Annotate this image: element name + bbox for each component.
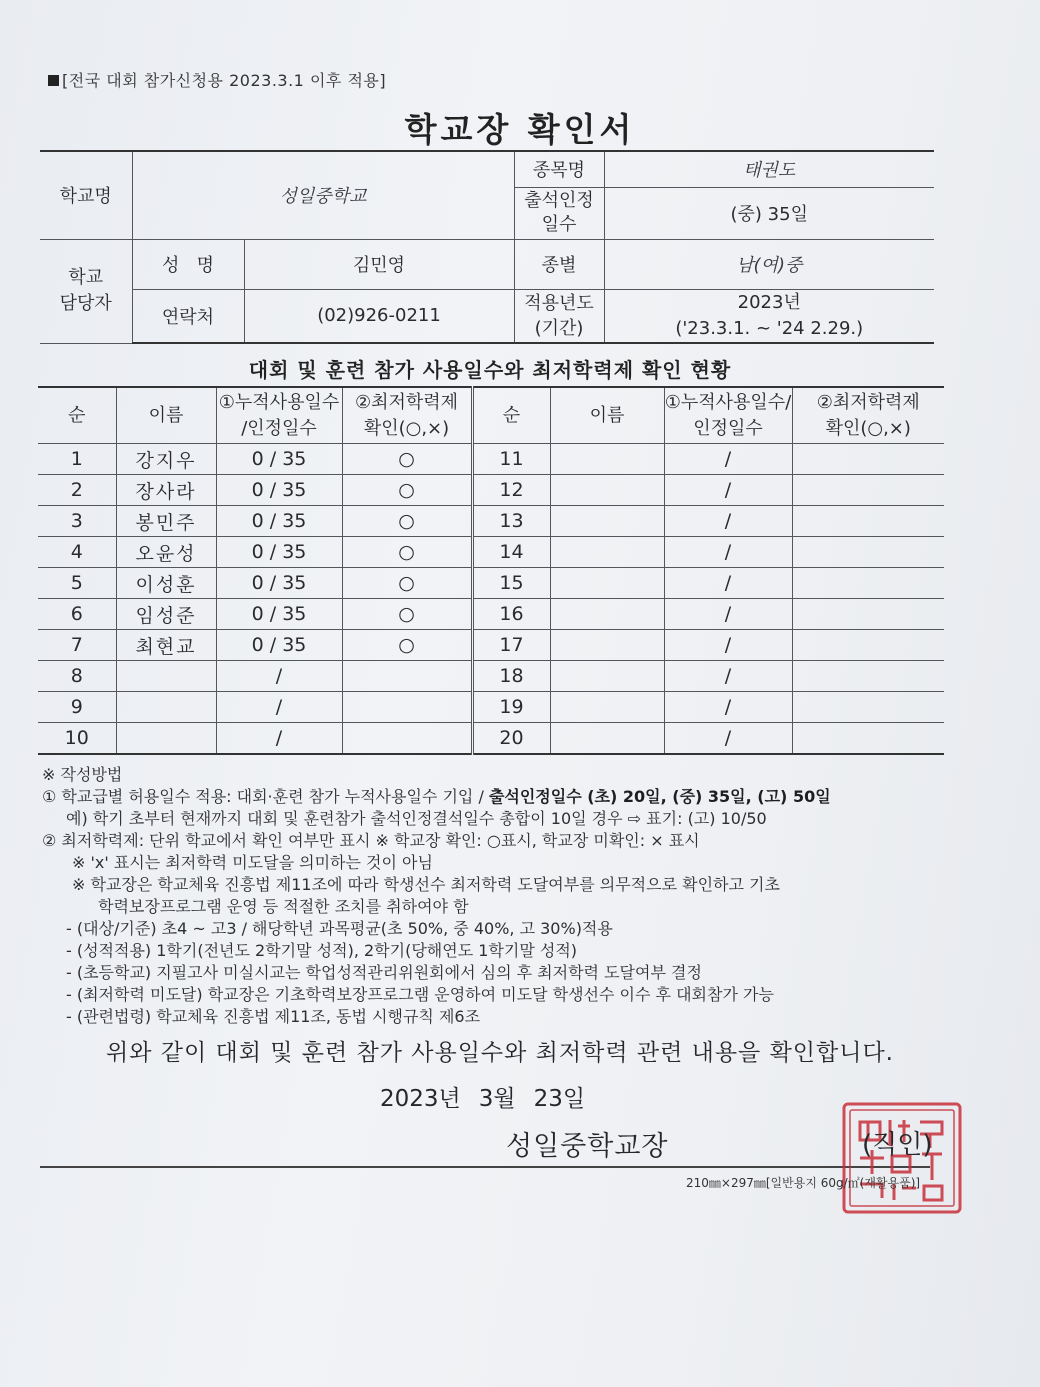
- detail-2: - (성적적용) 1학기(전년도 2학기말 성적), 2학기(당해연도 1학기말 성적): [66, 941, 578, 960]
- header-days: ①누적사용일수 /인정일수: [216, 387, 342, 444]
- row-days-right: /: [664, 475, 792, 506]
- instructions-heading: ※ 작성방법: [42, 765, 123, 784]
- note-5: 학력보장프로그램 운영 등 적절한 조치를 취하여야 함: [98, 897, 469, 916]
- signer-name: 성일중학교장: [506, 1131, 669, 1162]
- row-name-right: [550, 692, 664, 723]
- row-check: ○: [342, 630, 472, 661]
- row-name-right: [550, 723, 664, 755]
- row-days: /: [216, 692, 342, 723]
- row-check: ○: [342, 444, 472, 475]
- row-name-right: [550, 599, 664, 630]
- row-check: [342, 723, 472, 755]
- row-no: 5: [38, 568, 116, 599]
- row-no-right: 16: [472, 599, 550, 630]
- table-row: [38, 537, 944, 568]
- row-days: 0 / 35: [216, 568, 342, 599]
- row-name: 봉민주: [116, 506, 216, 537]
- closing-statement: 위와 같이 대회 및 훈련 참가 사용일수와 최저학력 관련 내용을 확인합니다.: [106, 1040, 894, 1066]
- note-4: ※ 학교장은 학교체육 진흥법 제11조에 따라 학생선수 최저학력 도달여부를 의무적으로 확인하고 기초: [72, 875, 780, 894]
- year-value: 2023년 ('23.3.1. ~ '24 2.29.): [604, 289, 934, 343]
- detail-1: - (대상/기준) 초4 ~ 고3 / 해당학년 과목평균(초 50%, 중 40%, 고 30%)적용: [66, 919, 613, 938]
- row-name: 최현교: [116, 630, 216, 661]
- row-check-right: [792, 444, 944, 475]
- row-check: [342, 692, 472, 723]
- row-name-right: [550, 506, 664, 537]
- row-no-right: 18: [472, 661, 550, 692]
- header-no: 순: [38, 387, 116, 444]
- footer-rule: [40, 1166, 930, 1168]
- gender-label: 종별: [514, 239, 604, 289]
- row-check-right: [792, 661, 944, 692]
- row-check-right: [792, 723, 944, 755]
- header-check-right: ②최저학력제 확인(○,×): [792, 387, 944, 444]
- school-name-label: 학교명: [40, 151, 132, 239]
- row-days: 0 / 35: [216, 630, 342, 661]
- row-days-right: /: [664, 630, 792, 661]
- row-days-right: /: [664, 537, 792, 568]
- row-no: 9: [38, 692, 116, 723]
- row-days: 0 / 35: [216, 537, 342, 568]
- date-day: 23일: [533, 1086, 586, 1112]
- header-no-right: 순: [472, 387, 550, 444]
- header-check: ②최저학력제 확인(○,×): [342, 387, 472, 444]
- row-no: 4: [38, 537, 116, 568]
- attendance-days-value: (중) 35일: [604, 187, 934, 239]
- table-row: [38, 723, 944, 755]
- row-no-right: 12: [472, 475, 550, 506]
- table-row: [38, 568, 944, 599]
- row-name-right: [550, 444, 664, 475]
- row-days-right: /: [664, 444, 792, 475]
- row-name: [116, 692, 216, 723]
- table-row: [38, 506, 944, 537]
- row-check-right: [792, 630, 944, 661]
- event-label: 종목명: [514, 151, 604, 187]
- row-days-right: /: [664, 692, 792, 723]
- row-check-right: [792, 537, 944, 568]
- row-no-right: 17: [472, 630, 550, 661]
- row-name-right: [550, 568, 664, 599]
- black-square-icon: [48, 75, 59, 86]
- row-no-right: 14: [472, 537, 550, 568]
- row-days-right: /: [664, 661, 792, 692]
- header-note: [전국 대회 참가신청용 2023.3.1 이후 적용]: [48, 68, 386, 91]
- row-check-right: [792, 475, 944, 506]
- row-no-right: 20: [472, 723, 550, 755]
- name-label: 성 명: [132, 239, 244, 289]
- header-name-right: 이름: [550, 387, 664, 444]
- row-no: 1: [38, 444, 116, 475]
- header-days-right: ①누적사용일수/ 인정일수: [664, 387, 792, 444]
- gender-value: 남(여)중: [604, 239, 934, 289]
- row-name: 이성훈: [116, 568, 216, 599]
- note-1-example: 예) 학기 초부터 현재까지 대회 및 훈련참가 출석인정결석일수 총합이 10일 경우 ⇨ 표기: (고) 10/50: [66, 809, 767, 828]
- table-row: [38, 630, 944, 661]
- table-row: [38, 692, 944, 723]
- row-check: ○: [342, 568, 472, 599]
- row-check: [342, 661, 472, 692]
- roster-table: [38, 386, 944, 755]
- row-check: ○: [342, 475, 472, 506]
- row-name: 강지우: [116, 444, 216, 475]
- row-name-right: [550, 537, 664, 568]
- table-row: [38, 599, 944, 630]
- date-month: 3월: [478, 1086, 516, 1112]
- row-check-right: [792, 599, 944, 630]
- row-days-right: /: [664, 599, 792, 630]
- info-table: [40, 150, 934, 344]
- row-days-right: /: [664, 568, 792, 599]
- issue-date: [380, 1080, 603, 1113]
- row-days: 0 / 35: [216, 506, 342, 537]
- detail-3: - (초등학교) 지필고사 미실시교는 학업성적관리위원회에서 심의 후 최저학력 도달여부 결정: [66, 963, 702, 982]
- row-check: ○: [342, 537, 472, 568]
- row-name: 임성준: [116, 599, 216, 630]
- row-name: 장사라: [116, 475, 216, 506]
- school-name-value: 성일중학교: [132, 151, 514, 239]
- row-check-right: [792, 692, 944, 723]
- paper-spec: 210㎜×297㎜[일반용지 60g/㎡(재활용품)]: [686, 1176, 921, 1190]
- event-value: 태권도: [604, 151, 934, 187]
- row-check: ○: [342, 599, 472, 630]
- row-no-right: 13: [472, 506, 550, 537]
- row-name-right: [550, 475, 664, 506]
- year-label: 적용년도 (기간): [514, 289, 604, 343]
- row-no: 2: [38, 475, 116, 506]
- header-name: 이름: [116, 387, 216, 444]
- row-days: /: [216, 661, 342, 692]
- row-no: 8: [38, 661, 116, 692]
- attendance-days-label: 출석인정 일수: [514, 187, 604, 239]
- row-days: 0 / 35: [216, 599, 342, 630]
- row-no-right: 19: [472, 692, 550, 723]
- row-no-right: 15: [472, 568, 550, 599]
- phone-value: (02)926-0211: [244, 289, 514, 343]
- detail-4: - (최저학력 미도달) 학교장은 기초학력보장프로그램 운영하여 미도달 학생선수 이수 후 대회참가 가능: [66, 985, 774, 1004]
- row-name-right: [550, 661, 664, 692]
- row-no: 3: [38, 506, 116, 537]
- date-year: 2023년: [380, 1086, 461, 1112]
- table-row: [38, 661, 944, 692]
- row-name: [116, 723, 216, 755]
- row-no: 10: [38, 723, 116, 755]
- instructions: [42, 764, 962, 1028]
- document-title: 학교장 확인서: [404, 110, 636, 149]
- row-check: ○: [342, 506, 472, 537]
- seal-label: (직인): [862, 1130, 933, 1160]
- roster-header-row: [38, 387, 944, 444]
- row-no: 7: [38, 630, 116, 661]
- row-name: [116, 661, 216, 692]
- name-value: 김민영: [244, 239, 514, 289]
- note-3: ※ 'x' 표시는 최저학력 미도달을 의미하는 것이 아님: [72, 853, 433, 872]
- row-days-right: /: [664, 723, 792, 755]
- table-row: [38, 475, 944, 506]
- row-name: 오윤성: [116, 537, 216, 568]
- table-row: [38, 444, 944, 475]
- detail-5: - (관련법령) 학교체육 진흥법 제11조, 동법 시행규칙 제6조: [66, 1007, 481, 1026]
- section-title: 대회 및 훈련 참가 사용일수와 최저학력제 확인 현황: [248, 358, 732, 382]
- note-2: ② 최저학력제: 단위 학교에서 확인 여부만 표시 ※ 학교장 확인: ○표시, 학교장 미확인: × 표시: [42, 831, 700, 850]
- row-no-right: 11: [472, 444, 550, 475]
- phone-label: 연락처: [132, 289, 244, 343]
- row-days-right: /: [664, 506, 792, 537]
- row-check-right: [792, 506, 944, 537]
- row-days: 0 / 35: [216, 444, 342, 475]
- row-name-right: [550, 630, 664, 661]
- row-days: /: [216, 723, 342, 755]
- row-no: 6: [38, 599, 116, 630]
- row-check-right: [792, 568, 944, 599]
- row-days: 0 / 35: [216, 475, 342, 506]
- note-1: ① 학교급별 허용일수 적용: 대회·훈련 참가 누적사용일수 기입 / 출석인정일수 (초) 20일, (중) 35일, (고) 50일: [42, 787, 831, 806]
- contact-person-label: 학교 담당자: [40, 239, 132, 343]
